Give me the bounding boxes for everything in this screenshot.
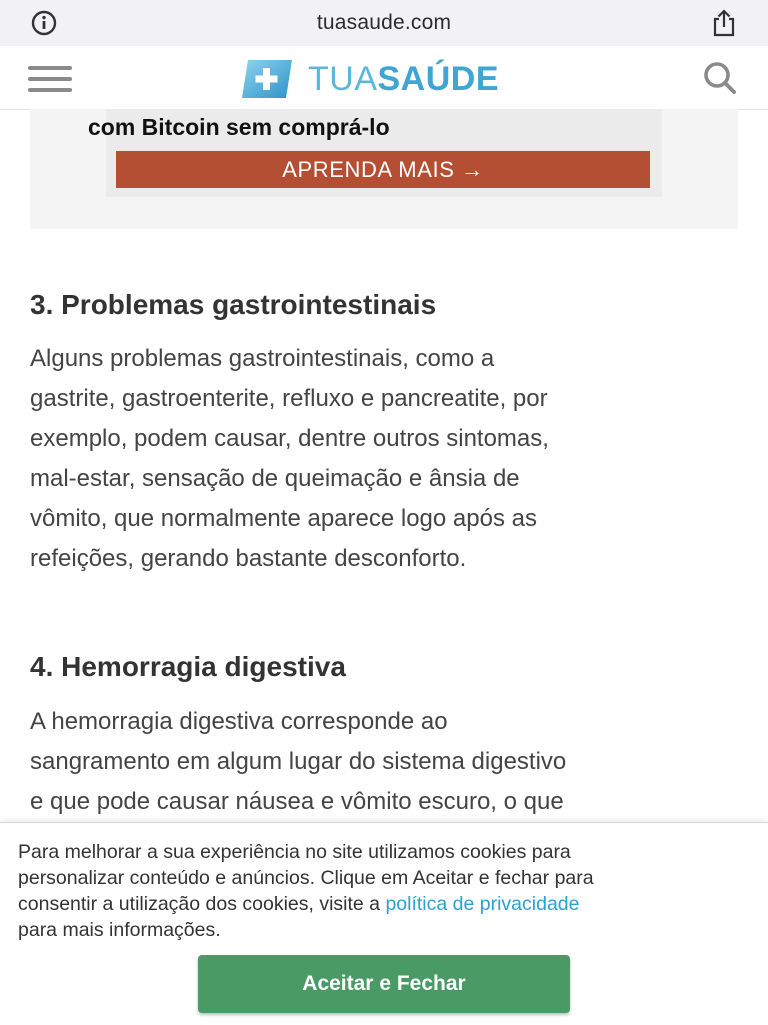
accept-and-close-button[interactable]: Aceitar e Fechar <box>198 955 570 1013</box>
paragraph-line: vômito, que normalmente aparece logo após as <box>30 505 537 532</box>
hamburger-menu-icon[interactable] <box>26 62 74 94</box>
site-logo[interactable] <box>238 56 499 102</box>
url-text[interactable]: tuasaude.com <box>316 11 452 34</box>
paragraph-line: e que pode causar náusea e vômito escuro, o que <box>30 788 564 815</box>
logo-wordmark <box>308 62 499 96</box>
cookie-line: Para melhorar a sua experiência no site utilizamos cookies para <box>18 841 571 863</box>
paragraph-line: Alguns problemas gastrointestinais, como a <box>30 345 495 372</box>
privacy-policy-link[interactable]: política de privacidade <box>385 893 580 915</box>
plus-cross-logo <box>238 56 296 102</box>
share-icon[interactable] <box>710 8 738 38</box>
paragraph-line: sangramento em algum lugar do sistema digestivo <box>30 748 567 775</box>
cookie-line: para mais informações. <box>18 919 221 941</box>
section-3-heading: 3. Problemas gastrointestinais <box>30 289 437 320</box>
paragraph-line: A hemorragia digestiva corresponde ao <box>30 708 448 735</box>
site-header <box>0 46 768 110</box>
browser-address-bar[interactable] <box>0 0 768 46</box>
section-4-heading: 4. Hemorragia digestiva <box>30 651 346 682</box>
section-3-paragraph <box>30 339 549 579</box>
paragraph-line: mal-estar, sensação de queimação e ânsia de <box>30 465 520 492</box>
ad-learn-more-button[interactable]: APRENDA MAIS → <box>116 151 650 188</box>
info-icon[interactable] <box>28 10 60 36</box>
cookie-line <box>18 891 758 917</box>
logo-word-saude: SAÚDE <box>377 60 500 98</box>
cookie-line: personalizar conteúdo e anúncios. Clique em Aceitar e fechar para <box>18 867 594 889</box>
search-icon[interactable] <box>700 60 740 96</box>
cookie-line-prefix: consentir a utilização dos cookies, visite a <box>18 893 386 915</box>
ad-headline[interactable]: com Bitcoin sem comprá-lo <box>88 114 390 140</box>
cookie-message <box>18 839 758 943</box>
paragraph-line: exemplo, podem causar, dentre outros sintomas, <box>30 425 549 452</box>
paragraph-line: gastrite, gastroenterite, refluxo e pancreatite, por <box>30 385 548 412</box>
section-4-paragraph <box>30 702 566 822</box>
logo-word-tua: TUA <box>308 60 378 98</box>
paragraph-line: refeições, gerando bastante desconforto. <box>30 545 467 572</box>
